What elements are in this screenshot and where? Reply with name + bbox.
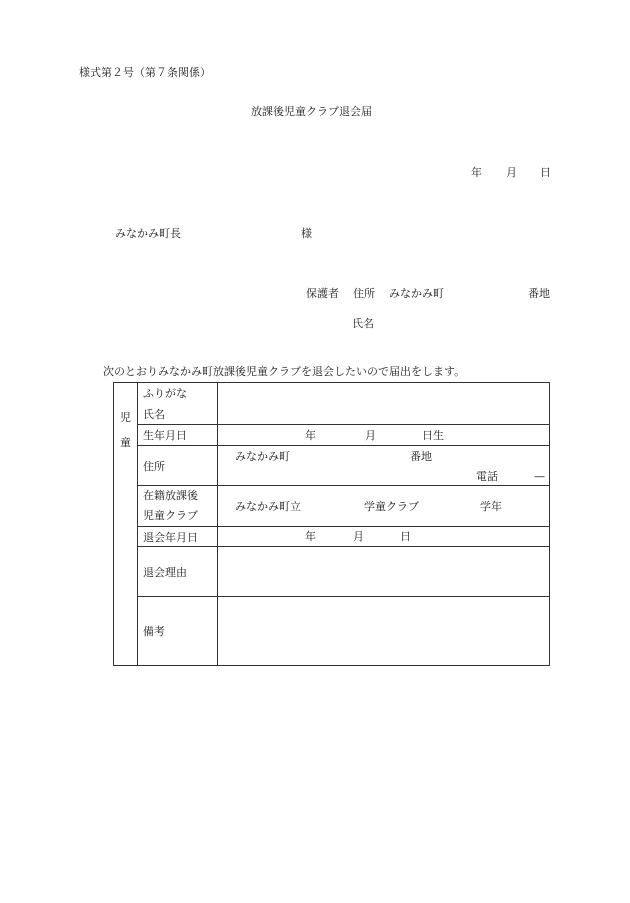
side-label-char: 児 bbox=[120, 411, 131, 424]
club-label bbox=[138, 486, 218, 527]
child-name-label: 氏名 bbox=[138, 404, 218, 425]
document-title: 放課後児童クラブ退会届 bbox=[251, 105, 372, 118]
table-row bbox=[114, 527, 550, 547]
birthdate-month-label: 月 bbox=[365, 429, 376, 442]
addressee-name: みなかみ町長 bbox=[115, 227, 181, 240]
grade-suffix: 学年 bbox=[480, 500, 502, 513]
child-address-prefix: みなかみ町 bbox=[235, 450, 290, 463]
child-address-label: 住所 bbox=[138, 446, 218, 486]
club-label-line1: 在籍放課後 bbox=[143, 489, 198, 502]
side-label-char: 童 bbox=[120, 436, 131, 449]
birthdate-day-label: 日生 bbox=[422, 429, 444, 442]
club-field[interactable] bbox=[218, 486, 550, 527]
reason-label: 退会理由 bbox=[138, 547, 218, 597]
reason-field[interactable] bbox=[218, 547, 550, 597]
withdrawal-year-label: 年 bbox=[305, 530, 316, 543]
phone-label: 電話 bbox=[476, 470, 498, 483]
furigana-name-field[interactable] bbox=[218, 383, 550, 425]
withdrawal-day-label: 日 bbox=[400, 530, 411, 543]
date-month-label: 月 bbox=[506, 166, 517, 179]
table-row bbox=[114, 597, 550, 666]
statement-text: 次のとおりみなかみ町放課後児童クラブを退会したいので届出をします。 bbox=[103, 365, 466, 378]
withdrawal-form-table bbox=[113, 382, 550, 666]
birthdate-label: 生年月日 bbox=[138, 425, 218, 446]
withdrawal-date-field[interactable] bbox=[218, 527, 550, 547]
club-suffix: 学童クラブ bbox=[364, 500, 419, 513]
phone-dash: — bbox=[534, 470, 545, 483]
table-row bbox=[114, 383, 550, 404]
date-year-label: 年 bbox=[471, 166, 482, 179]
table-row bbox=[114, 547, 550, 597]
date-day-label: 日 bbox=[540, 166, 551, 179]
child-address-field[interactable] bbox=[218, 446, 550, 486]
furigana-label: ふりがな bbox=[138, 383, 218, 404]
withdrawal-date-label: 退会年月日 bbox=[138, 527, 218, 547]
remarks-field[interactable] bbox=[218, 597, 550, 666]
guardian-address-prefix: みなかみ町 bbox=[389, 287, 444, 300]
guardian-name-label: 氏名 bbox=[352, 317, 374, 330]
guardian-address-label: 住所 bbox=[353, 287, 375, 300]
table-row bbox=[114, 486, 550, 527]
birthdate-field[interactable] bbox=[218, 425, 550, 446]
child-side-label bbox=[114, 383, 138, 666]
withdrawal-month-label: 月 bbox=[353, 530, 364, 543]
table-row bbox=[114, 446, 550, 486]
club-label-line2: 児童クラブ bbox=[143, 509, 198, 522]
table-row bbox=[114, 425, 550, 446]
birthdate-year-label: 年 bbox=[305, 429, 316, 442]
form-number: 様式第２号（第７条関係） bbox=[79, 66, 211, 79]
addressee-honorific: 様 bbox=[301, 227, 312, 240]
club-prefix: みなかみ町立 bbox=[235, 500, 301, 513]
child-address-banchi: 番地 bbox=[410, 450, 432, 463]
guardian-label: 保護者 bbox=[306, 287, 339, 300]
guardian-banchi: 番地 bbox=[528, 287, 550, 300]
remarks-label: 備考 bbox=[138, 597, 218, 666]
